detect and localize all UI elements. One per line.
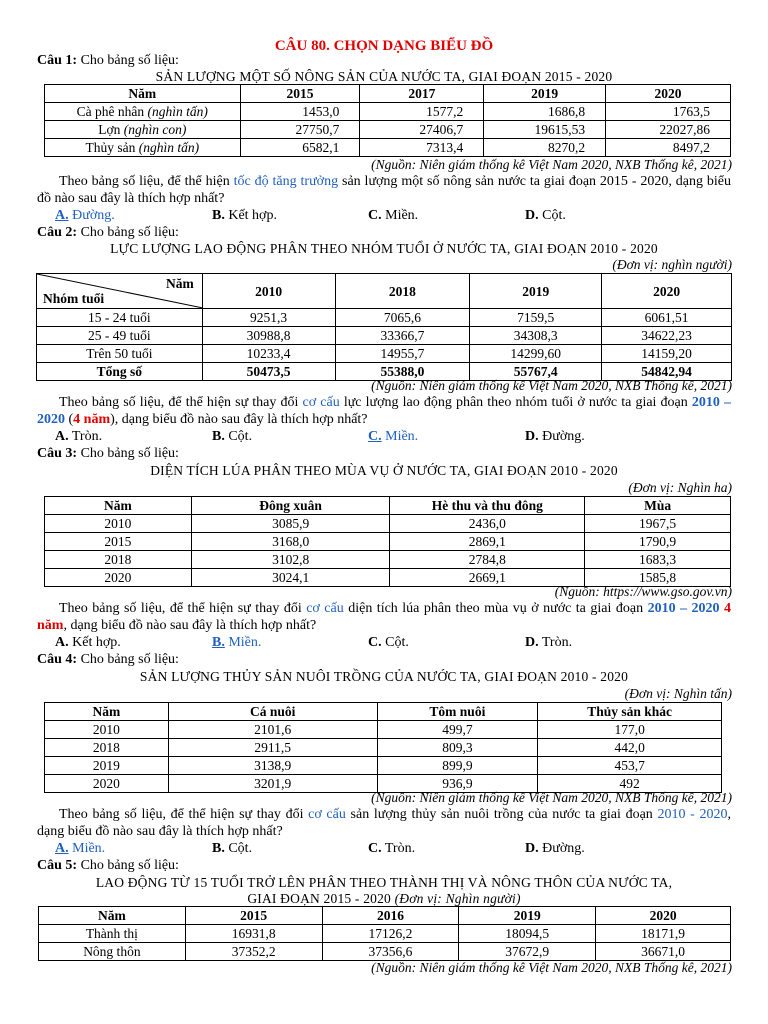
page-title: CÂU 80. CHỌN DẠNG BIỂU ĐỒ <box>274 38 494 54</box>
option-b[interactable]: B. Kết hợp. <box>212 208 277 223</box>
q4-unit: (Đơn vị: Nghìn tấn) <box>624 686 732 701</box>
q2-question-text: Theo bảng số liệu, để thể hiện sự thay đổi cơ cấu lực lượng lao động phân theo nhóm tuổi ở nước ta giai đoạn 2010 – 2020 (4 năm), dạng biểu đồ nào sau đây là thích hợp nhất? <box>37 395 732 427</box>
q5-table-title-line2: GIAI ĐOẠN 2015 - 2020 (Đơn vị: Nghìn người) <box>247 891 521 906</box>
header-cell: Hè thu và thu đông <box>390 497 585 515</box>
q4-table <box>44 702 722 793</box>
q2-table <box>36 273 732 381</box>
table-row: 2020 3024,1 2669,1 1585,8 <box>45 569 731 587</box>
header-cell: Năm <box>39 907 186 925</box>
header-cell: Năm <box>45 703 169 721</box>
question-intro: Cho bảng số liệu: <box>77 446 179 461</box>
q4-table-title: SẢN LƯỢNG THỦY SẢN NUÔI TRỒNG CỦA NƯỚC TA, GIAI ĐOẠN 2010 - 2020 <box>139 669 629 684</box>
row-label: Cà phê nhân (nghìn tấn) <box>45 103 241 121</box>
corner-bottom-label: Nhóm tuổi <box>43 291 105 306</box>
header-cell: 2015 <box>240 85 360 103</box>
corner-cell <box>37 274 203 309</box>
table-row: 2010 3085,9 2436,0 1967,5 <box>45 515 731 533</box>
question-label: Câu 4: <box>37 652 78 667</box>
table-row: 2018 3102,8 2784,8 1683,3 <box>45 551 731 569</box>
option-c[interactable]: C. Tròn. <box>368 841 416 856</box>
option-b[interactable]: B. Cột. <box>212 429 253 444</box>
q1-source: (Nguồn: Niên giám thống kê Việt Nam 2020, NXB Thống kê, 2021) <box>371 157 732 172</box>
question-label: Câu 1: <box>37 53 78 68</box>
header-cell: 2010 <box>202 274 335 309</box>
option-a[interactable]: A. Đường. <box>55 208 115 223</box>
table-row: Thủy sản (nghìn tấn) 6582,1 7313,4 8270,2 8497,2 <box>45 139 731 157</box>
table-row: Nông thôn 37352,2 37356,6 37672,9 36671,0 <box>39 943 731 961</box>
q4-source: (Nguồn: Niên giám thống kê Việt Nam 2020, NXB Thống kê, 2021) <box>371 790 732 805</box>
option-c[interactable]: C. Cột. <box>368 635 409 650</box>
q3-question-text: Theo bảng số liệu, để thể hiện sự thay đổi cơ cấu diện tích lúa phân theo mùa vụ ở nước ta giai đoạn 2010 – 2020 4 năm, dạng biểu đồ nào sau đây là thích hợp nhất? <box>37 601 732 633</box>
option-a[interactable]: A. Kết hợp. <box>55 635 121 650</box>
header-cell: 2016 <box>322 907 459 925</box>
q1-table <box>44 84 731 157</box>
option-c[interactable]: C. Miền. <box>368 208 419 223</box>
header-cell: Thủy sản khác <box>538 703 722 721</box>
question-3-heading <box>37 445 179 462</box>
question-label: Câu 2: <box>37 225 78 240</box>
header-cell: 2019 <box>470 274 602 309</box>
header-cell: Tôm nuôi <box>377 703 538 721</box>
option-d[interactable]: D. Cột. <box>525 208 566 223</box>
table-total-row: Tổng số 50473,5 55388,0 55767,4 54842,94 <box>37 363 732 381</box>
option-b[interactable]: B. Miền. <box>212 635 262 650</box>
q5-unit: (Đơn vị: Nghìn người) <box>394 891 521 906</box>
table-row: 2015 3168,0 2869,1 1790,9 <box>45 533 731 551</box>
table-header-row <box>45 497 731 515</box>
question-label: Câu 5: <box>37 858 78 873</box>
header-cell: Năm <box>45 497 192 515</box>
header-cell: Đông xuân <box>191 497 390 515</box>
q5-table-title-line1: LAO ĐỘNG TỪ 15 TUỔI TRỞ LÊN PHÂN THEO THÀNH THỊ VÀ NÔNG THÔN CỦA NƯỚC TA, <box>95 875 673 890</box>
header-cell: 2019 <box>484 85 606 103</box>
q5-table <box>38 906 731 961</box>
header-cell: 2017 <box>360 85 484 103</box>
table-row: 15 - 24 tuổi 9251,3 7065,6 7159,5 6061,51 <box>37 309 732 327</box>
table-row: Cà phê nhân (nghìn tấn) 1453,0 1577,2 1686,8 1763,5 <box>45 103 731 121</box>
question-5-heading <box>37 857 179 874</box>
header-cell: Năm <box>45 85 241 103</box>
corner-top-label: Năm <box>165 276 194 291</box>
table-row: 2010 2101,6 499,7 177,0 <box>45 721 722 739</box>
table-header-row <box>45 85 731 103</box>
option-b[interactable]: B. Cột. <box>212 841 253 856</box>
q1-table-title: SẢN LƯỢNG MỘT SỐ NÔNG SẢN CỦA NƯỚC TA, GIAI ĐOẠN 2015 - 2020 <box>155 69 613 84</box>
table-row: 25 - 49 tuổi 30988,8 33366,7 34308,3 34622,23 <box>37 327 732 345</box>
question-2-heading <box>37 224 179 241</box>
header-cell: 2020 <box>602 274 732 309</box>
q1-question-text: Theo bảng số liệu, để thể hiện tốc độ tăng trưởng sản lượng một số nông sản nước ta giai đoạn 2015 - 2020, dạng biểu đồ nào sau đây là thích hợp nhất? <box>37 174 732 206</box>
table-row: Thành thị 16931,8 17126,2 18094,5 18171,9 <box>39 925 731 943</box>
question-label: Câu 3: <box>37 446 78 461</box>
option-a[interactable]: A. Miền. <box>55 841 106 856</box>
q2-source: (Nguồn: Niên giám thống kê Việt Nam 2020, NXB Thống kê, 2021) <box>371 378 732 393</box>
table-row: Trên 50 tuổi 10233,4 14955,7 14299,60 14159,20 <box>37 345 732 363</box>
header-cell: 2015 <box>185 907 322 925</box>
q3-table-title: DIỆN TÍCH LÚA PHÂN THEO MÙA VỤ Ở NƯỚC TA, GIAI ĐOẠN 2010 - 2020 <box>150 463 618 478</box>
table-row: 2020 3201,9 936,9 492 <box>45 775 722 793</box>
header-cell: 2018 <box>335 274 470 309</box>
option-d[interactable]: D. Đường. <box>525 429 585 444</box>
table-row: 2018 2911,5 809,3 442,0 <box>45 739 722 757</box>
question-4-heading <box>37 651 179 668</box>
table-row: 2019 3138,9 899,9 453,7 <box>45 757 722 775</box>
header-cell: 2019 <box>459 907 596 925</box>
table-header-row <box>37 274 732 309</box>
row-label: Lợn (nghìn con) <box>45 121 241 139</box>
question-intro: Cho bảng số liệu: <box>77 652 179 667</box>
option-d[interactable]: D. Đường. <box>525 841 585 856</box>
row-label: Thủy sản (nghìn tấn) <box>45 139 241 157</box>
option-a[interactable]: A. Tròn. <box>55 429 103 444</box>
header-cell: 2020 <box>606 85 731 103</box>
q2-unit: (Đơn vị: nghìn người) <box>612 257 732 272</box>
question-1-heading <box>37 52 179 69</box>
header-cell: Mùa <box>585 497 731 515</box>
q3-source: (Nguồn: https://www.gso.gov.vn) <box>554 584 732 599</box>
q3-unit: (Đơn vị: Nghìn ha) <box>628 480 732 495</box>
question-intro: Cho bảng số liệu: <box>77 225 179 240</box>
question-intro: Cho bảng số liệu: <box>77 53 179 68</box>
q3-table <box>44 496 731 587</box>
table-header-row <box>39 907 731 925</box>
table-header-row <box>45 703 722 721</box>
question-intro: Cho bảng số liệu: <box>77 858 179 873</box>
option-d[interactable]: D. Tròn. <box>525 635 573 650</box>
q4-question-text: Theo bảng số liệu, để thể hiện sự thay đổi cơ cấu sản lượng thủy sản nuôi trồng của nước ta giai đoạn 2010 - 2020, dạng biểu đồ nào sau đây là thích hợp nhất? <box>37 807 732 839</box>
header-cell: Cá nuôi <box>168 703 377 721</box>
table-row: Lợn (nghìn con) 27750,7 27406,7 19615,53 22027,86 <box>45 121 731 139</box>
option-c[interactable]: C. Miền. <box>368 429 419 444</box>
q5-source: (Nguồn: Niên giám thống kê Việt Nam 2020, NXB Thống kê, 2021) <box>371 960 732 975</box>
q2-table-title: LỰC LƯỢNG LAO ĐỘNG PHÂN THEO NHÓM TUỔI Ở NƯỚC TA, GIAI ĐOẠN 2010 - 2020 <box>110 241 658 256</box>
header-cell: 2020 <box>596 907 731 925</box>
